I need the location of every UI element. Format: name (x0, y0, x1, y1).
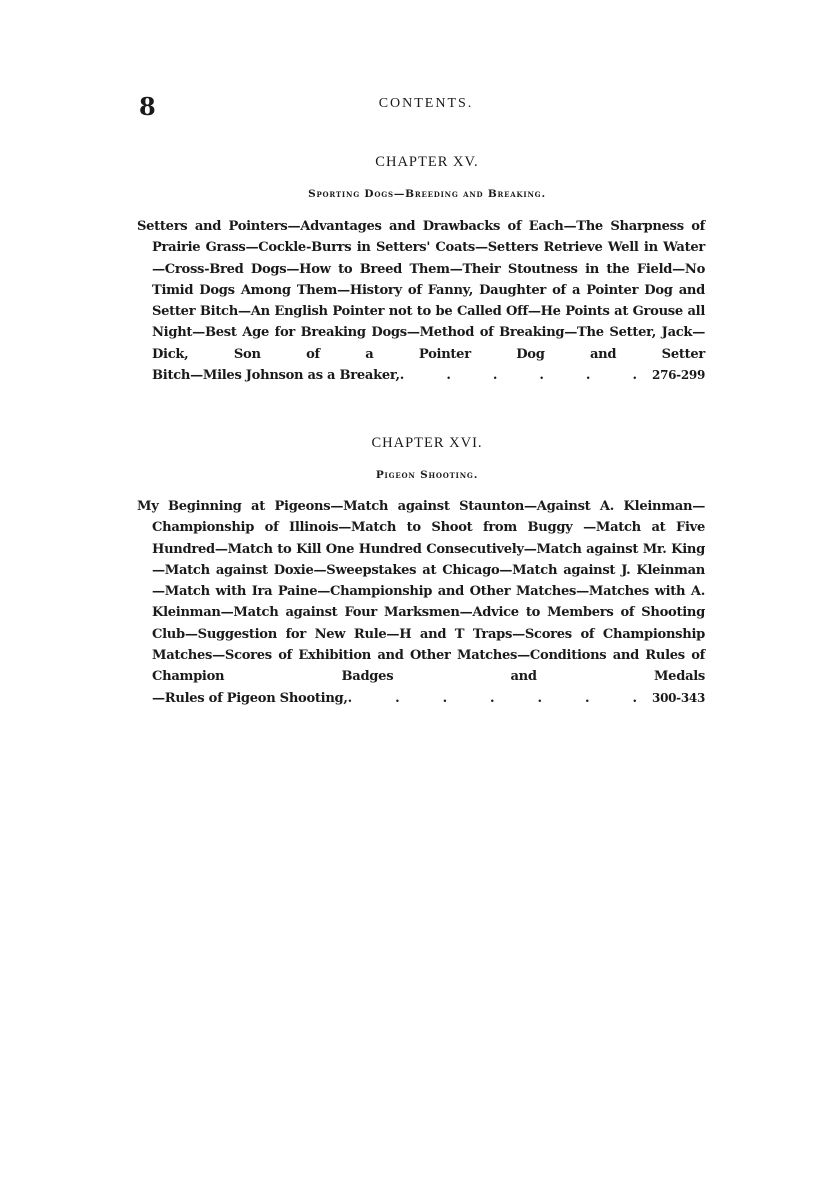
dot-leaders: . . . . . . (399, 368, 653, 384)
chapter-entry (137, 216, 705, 386)
page-range: 276-299 (652, 368, 705, 383)
chapter-subtitle: Pigeon Shooting. (375, 469, 479, 481)
running-head: CONTENTS. (378, 96, 474, 111)
chapter-description: My Beginning at Pigeons—Match against Staunton—Against A. Kleinman—Championship of Illinois—Match to Shoot from Buggy —Match at Five Hundred—Match to Kill One Hundred Consecutively—Match against Mr. King—Match against Doxie—Sweepstakes at Chicago—Match against J. Kleinman—Match with Ira Paine—Championship and Other Matches—Matches with A. Kleinman—Match against Four Marksmen—Advice to Members of Shooting Club—Suggestion for New Rule—H and T Traps—Scores of Championship Matches—Scores of Exhibition and Other Matches—Conditions and Rules of Champion Badges and Medals (137, 499, 705, 685)
chapter-heading: CHAPTER XVI. (371, 435, 483, 451)
chapter-entry-tail: —Rules of Pigeon Shooting, (152, 690, 348, 706)
chapter-entry-tail: Bitch—Miles Johnson as a Breaker, (152, 368, 400, 384)
page-range: 300-343 (652, 690, 705, 705)
dot-leaders: . . . . . . . (347, 690, 653, 706)
chapter-subtitle: Sporting Dogs—Breeding and Breaking. (308, 188, 546, 200)
chapter-entry-last-line (152, 688, 705, 709)
chapter-entry (137, 496, 705, 709)
chapter-entry-last-line (152, 365, 705, 386)
page-number: 8 (139, 92, 156, 121)
chapter-description: Setters and Pointers—Advantages and Drawbacks of Each—The Sharpness of Prairie Grass—Cockle-Burrs in Setters' Coats—Setters Retrieve Well in Water—Cross-Bred Dogs—How to Breed Them—Their Stoutness in the Field—No Timid Dogs Among Them—History of Fanny, Daughter of a Pointer Dog and Setter Bitch—An English Pointer not to be Called Off—He Points at Grouse all Night—Best Age for Breaking Dogs—Method of Breaking—The Setter, Jack—Dick, Son of a Pointer Dog and Setter (137, 219, 705, 362)
chapter-heading: CHAPTER XV. (375, 154, 479, 170)
